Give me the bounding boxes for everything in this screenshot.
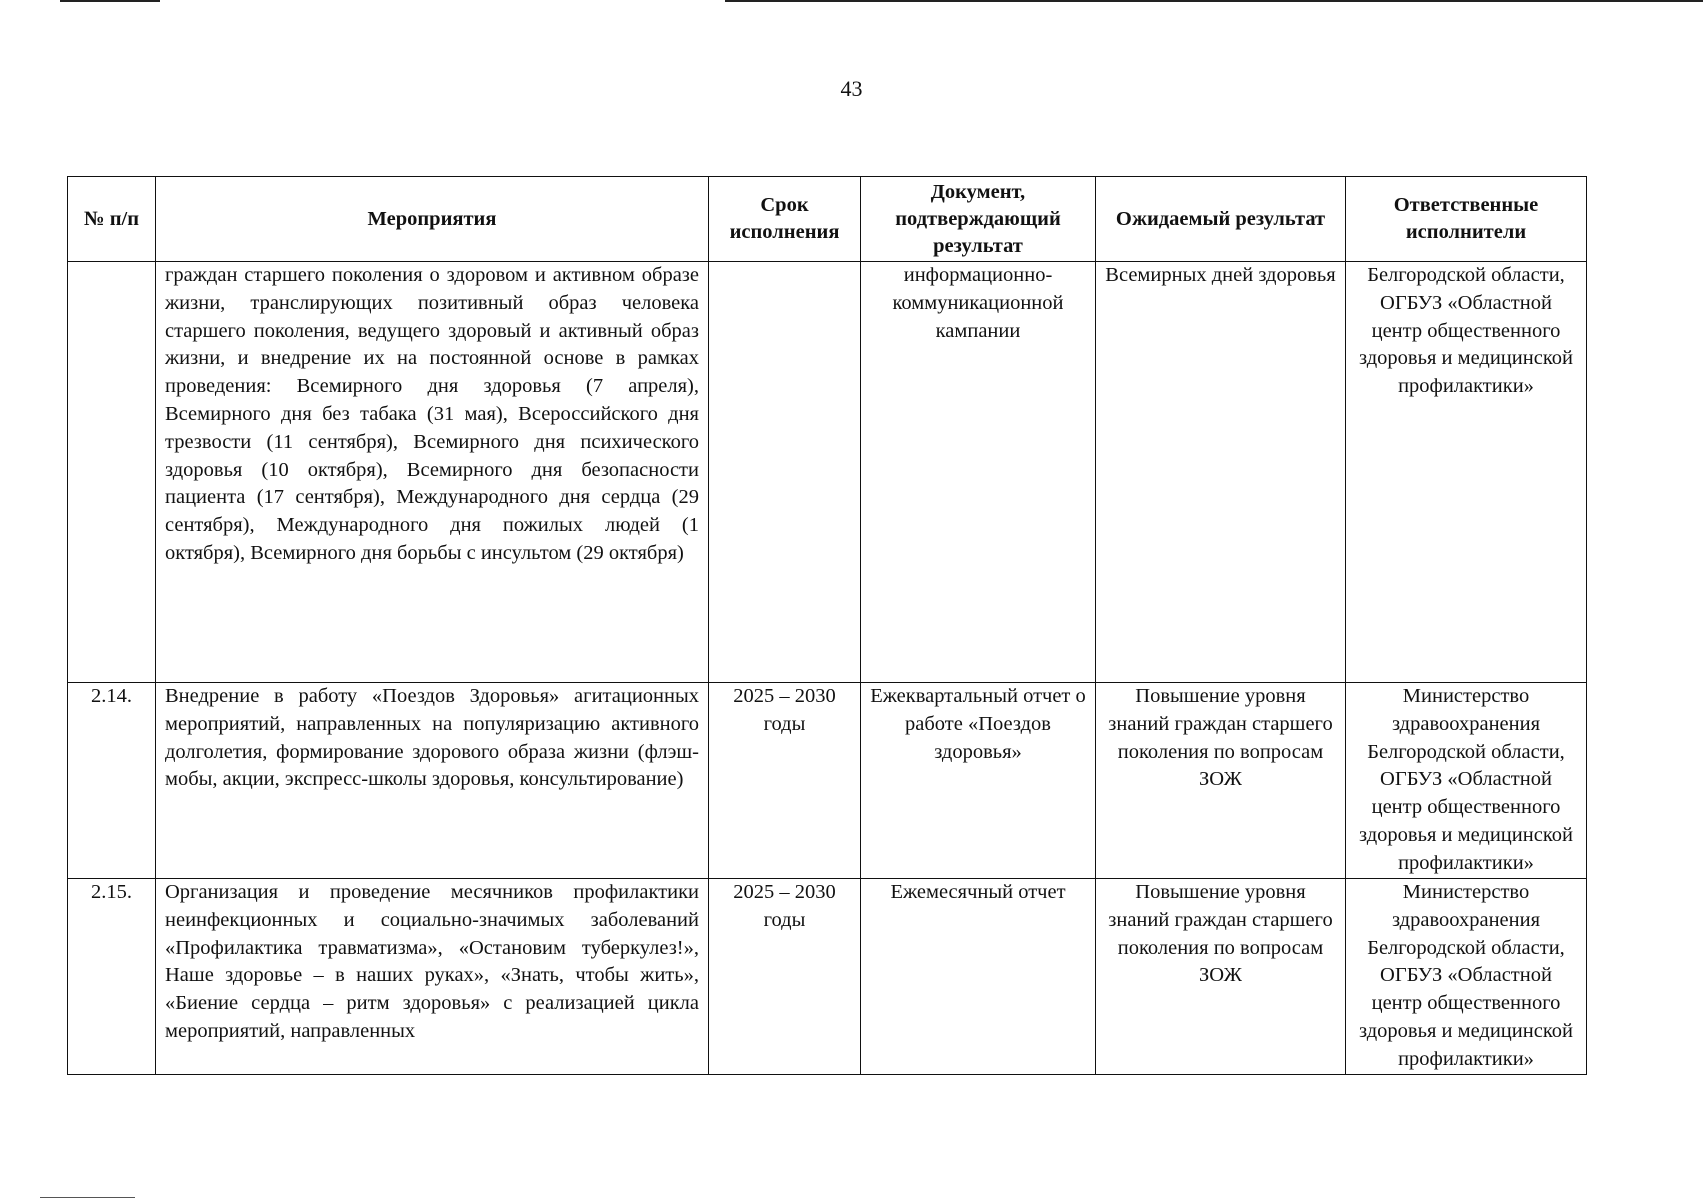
cell-result: Всемирных дней здоровья: [1096, 262, 1346, 683]
cell-num: [68, 262, 156, 683]
cell-deadline: [709, 262, 861, 683]
header-responsible: Ответственные исполнители: [1346, 177, 1587, 262]
header-deadline: Срок исполнения: [709, 177, 861, 262]
cell-deadline: 2025 – 2030 годы: [709, 683, 861, 879]
table-row: [68, 683, 1587, 879]
cell-document: информационно-коммуникационной кампании: [861, 262, 1096, 683]
cell-responsible: Министерство здравоохранения Белгородской области, ОГБУЗ «Областной центр общественного здоровья и медицинской профилактики»: [1346, 879, 1587, 1075]
header-num: № п/п: [68, 177, 156, 262]
table-header-row: [68, 177, 1587, 262]
cell-deadline: 2025 – 2030 годы: [709, 879, 861, 1075]
cell-event: Организация и проведение месячников профилактики неинфекционных и социально-значимых заболеваний «Профилактика травматизма», «Остановим туберкулез!», Наше здоровье – в наших руках», «Знать, чтобы жить», «Биение сердца – ритм здоровья» с реализацией цикла мероприятий, направленных: [156, 879, 709, 1075]
cell-event: Внедрение в работу «Поездов Здоровья» агитационных мероприятий, направленных на популяризацию активного долголетия, формирование здорового образа жизни (флэш-мобы, акции, экспресс-школы здоровья, консультирование): [156, 683, 709, 879]
cell-num: 2.15.: [68, 879, 156, 1075]
cell-result: Повышение уровня знаний граждан старшего поколения по вопросам ЗОЖ: [1096, 683, 1346, 879]
table-row: [68, 262, 1587, 683]
cell-document: Ежеквартальный отчет о работе «Поездов здоровья»: [861, 683, 1096, 879]
cell-num: 2.14.: [68, 683, 156, 879]
measures-table: [67, 176, 1587, 1075]
header-document: Документ, подтверждающий результат: [861, 177, 1096, 262]
header-result: Ожидаемый результат: [1096, 177, 1346, 262]
cell-result: Повышение уровня знаний граждан старшего поколения по вопросам ЗОЖ: [1096, 879, 1346, 1075]
header-event: Мероприятия: [156, 177, 709, 262]
scan-edge-line-right: [725, 0, 1703, 2]
cell-event: граждан старшего поколения о здоровом и активном образе жизни, транслирующих позитивный образ человека старшего поколения, ведущего здоровый и активный образ жизни, и внедрение их на постоянной основе в рамках проведения: Всемирного дня здоровья (7 апреля), Всемирного дня без табака (31 мая), Всероссийского дня трезвости (11 сентября), Всемирного дня психического здоровья (10 октября), Всемирного дня безопасности пациента (17 сентября), Международного дня сердца (29 сентября), Международного дня пожилых людей (1 октября), Всемирного дня борьбы с инсультом (29 октября): [156, 262, 709, 683]
scan-edge-line-bottom: [40, 1197, 135, 1198]
page-number: 43: [840, 76, 863, 101]
table-row: [68, 879, 1587, 1075]
cell-document: Ежемесячный отчет: [861, 879, 1096, 1075]
cell-responsible: Министерство здравоохранения Белгородской области, ОГБУЗ «Областной центр общественного здоровья и медицинской профилактики»: [1346, 683, 1587, 879]
scan-edge-line-left: [60, 0, 160, 2]
cell-responsible: Белгородской области, ОГБУЗ «Областной центр общественного здоровья и медицинской профилактики»: [1346, 262, 1587, 683]
